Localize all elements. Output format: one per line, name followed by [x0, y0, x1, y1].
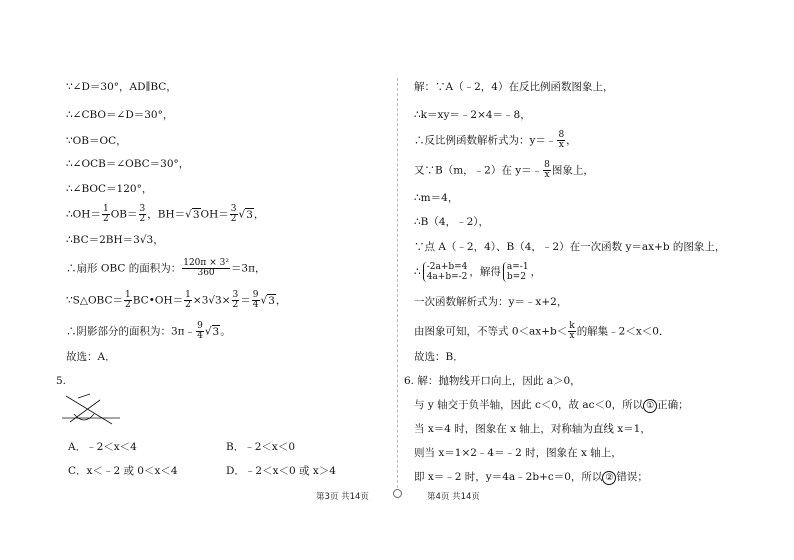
right-line-6: ∴B（4，﹣2）， [414, 216, 490, 228]
footer-left-page: 第3页 共14页 [316, 492, 369, 502]
right-line-15: 即 x＝﹣2 时，y＝4a﹣2b+c＝0，所以 ② 错误； [414, 471, 648, 483]
left-line-2: ∴∠CBO＝∠D＝30°， [66, 109, 174, 121]
left-line-4: ∴∠OCB＝∠OBC＝30°， [66, 158, 190, 170]
left-line-6: ∴OH＝ $\frac{1}{2}$ OB＝ $\frac{3}{2}$ ，BH＝√3OH＝ $\frac{3}{2}$ √3， [66, 204, 265, 224]
option-c: C．x＜﹣2 或 0＜x＜4 [68, 465, 178, 477]
right-line-8: ∴ -2a+b=4 4a+b=-2 ，解得 a=-1 b=2 ， [414, 262, 542, 282]
right-line-5: ∴m＝4， [414, 192, 459, 204]
right-line-3: ∴反比例函数解析式为：y＝﹣ $\frac{8}{x}$ ， [414, 130, 577, 150]
right-line-7: ∵点 A（﹣2，4）、B（4，﹣2）在一次函数 y＝ax+b 的图象上， [414, 241, 726, 253]
l6-text-c: ，BH＝ [147, 208, 186, 221]
figure-curve [74, 414, 94, 420]
enclosed-two: ② [602, 471, 616, 485]
sqrt-three: 3 [192, 208, 200, 221]
system-equations: -2a+b=4 4a+b=-2 [423, 262, 468, 282]
right-line-11: 故选：B． [414, 351, 464, 363]
fraction-three-halves: $\frac{3}{2}$ [139, 204, 146, 224]
system-solution: a=-1 b=2 [503, 262, 529, 282]
option-d: D．﹣2＜x＜0 或 x＞4 [226, 465, 336, 477]
right-line-1: 解：∵A（﹣2，4）在反比例函数图象上， [414, 81, 614, 93]
right-line-4: 又∵B（m，﹣2）在 y＝﹣ $\frac{8}{x}$ 图象上， [414, 160, 594, 180]
right-line-9: 一次函数解析式为：y＝﹣x+2， [414, 296, 568, 308]
fraction-sector: $\frac{\text{120π × 3²}}{360}$ [183, 258, 229, 278]
right-line-13: 当 x＝4 时，图象在 x 轴上，对称轴为直线 x＝1， [414, 423, 651, 435]
left-line-11: 故选：A． [66, 351, 116, 363]
left-line-9: ∵S△OBC＝ $\frac{1}{2}$ BC•OH＝ $\frac{1}{2}$ ×3√3× $\frac{3}{2}$ ＝ $\frac{9}{4}$ √3， [66, 290, 287, 310]
figure-arrow [78, 394, 90, 398]
question-5-figure [60, 392, 122, 428]
l6-text-b: OB＝ [110, 208, 138, 221]
footer-right-page: 第4页 共14页 [427, 492, 480, 502]
right-line-12: 与 y 轴交于负半轴，因此 c＜0，故 ac＜0，所以 ① 正确； [414, 399, 689, 411]
binding-hole [393, 489, 402, 498]
figure-line-b [70, 400, 100, 422]
left-line-3: ∵OB＝OC， [66, 135, 127, 147]
fraction-half: $\frac{1}{2}$ [102, 204, 109, 224]
right-line-14: 则当 x＝1×2﹣4＝﹣2 时，图象在 x 轴上， [414, 447, 622, 459]
question-5-number: 5. [56, 375, 67, 387]
l6-text-a: ∴OH＝ [66, 208, 101, 221]
right-line-2: ∴k＝xy＝﹣2×4＝﹣8， [414, 109, 531, 121]
option-b: B．﹣2＜x＜0 [226, 441, 295, 453]
left-line-1: ∵∠D＝30°，AD∥BC， [66, 81, 177, 93]
l6-text-d: OH＝ [200, 208, 229, 221]
fraction-three-halves-b: $\frac{3}{2}$ [230, 204, 237, 224]
left-line-7: ∴BC＝2BH＝3√3， [66, 234, 164, 246]
left-line-10: ∴阴影部分的面积为：3π﹣ $\frac{9}{4}$ √3。 [66, 321, 231, 341]
option-a: A．﹣2＜x＜4 [68, 441, 137, 453]
question-6-line: 6. 解：抛物线开口向上，因此 a＞0， [404, 375, 581, 387]
left-line-8: ∴扇形 OBC 的面积为： $\frac{\text{120π × 3²}}{360}$ ＝3π， [66, 258, 266, 278]
page-divider [397, 78, 398, 498]
enclosed-one: ① [643, 399, 657, 413]
left-line-5: ∴∠BOC＝120°， [66, 183, 153, 195]
right-line-10: 由图象可知，不等式 0＜ax+b＜ $\frac{k}{x}$ 的解集﹣2＜x＜0． [414, 321, 670, 341]
